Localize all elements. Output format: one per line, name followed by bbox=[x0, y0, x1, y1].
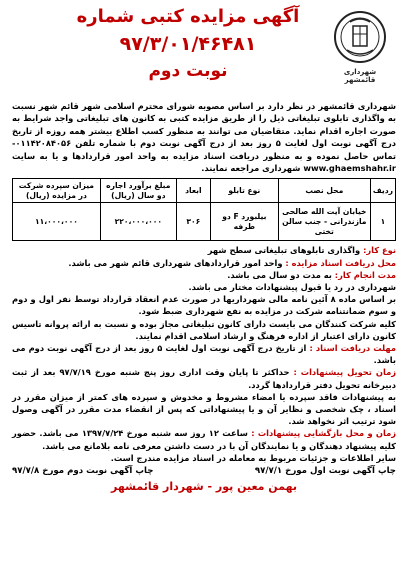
column-header-estimated-rent: مبلغ برآورد اجاره دو سال (ریال) bbox=[100, 179, 176, 203]
auction-table bbox=[12, 178, 396, 241]
column-header-location: محل نصب bbox=[278, 179, 370, 203]
table-row bbox=[13, 203, 396, 241]
cell-location: خیابان آیت الله صالحی مازندرانی - جنب سالن تختی bbox=[278, 203, 370, 241]
intro-paragraph: شهرداری قائمشهر در نظر دارد بر اساس مصوبه شورای محترم اسلامی شهر قائم شهر نسبت به واگذاری تابلوی تبلیغاتی ذیل را از طریق مزایده کتبی به کانون های تبلیغاتی واجد شرایط به صورت اجاره اقدام نماید. متقاضیان می توانند به منظور کسب اطلاع بیشتر همه روزه از تاریخ درج آگهی نوبت اول لغایت ۵ روز بعد از درج آگهی نوبت دوم با شماره تلفن ۰۱۱۴۲۰۸۴۰۵۶- تماس حاصل نموده و به منظور دریافت اسناد مزایده به واحد امور قراردادها و یا به سایت www.ghaemshahr.ir شهرداری مراجعه نمایند. bbox=[12, 101, 396, 174]
invalid-bids-paragraph: به پیشنهادات فاقد سپرده یا امضاء مشروط و مخدوش و سپرده های کمتر از میزان مقرر در اسناد ، چک شخصی و نظایر آن و یا پیشنهاداتی که پس از انقضاء مدت مقرر در آگهی وصول شود ترتیب اثر نخواهد شد. bbox=[12, 391, 396, 427]
work-type-line bbox=[12, 244, 396, 256]
term-text: به مدت دو سال می باشد. bbox=[227, 269, 332, 280]
logo-caption: شهرداری قائمشهر bbox=[343, 68, 377, 84]
cell-row-number: ۱ bbox=[370, 203, 395, 241]
publication-dates bbox=[12, 465, 396, 477]
work-type-label: نوع کار: bbox=[363, 245, 396, 256]
opening-line bbox=[12, 427, 396, 451]
terms-section bbox=[12, 244, 396, 464]
opening-label: زمان و محل بازگشایی پیشنهادات : bbox=[251, 428, 397, 439]
notice-round: نوبت دوم bbox=[148, 61, 228, 81]
cell-board-type: بیلبورد F دو طرفه bbox=[210, 203, 278, 241]
column-header-dimensions: ابعاد bbox=[176, 179, 210, 203]
article-8-paragraph: بر اساس ماده ۸ آئین نامه مالی شهرداریها در صورت عدم انعقاد قرارداد توسط نفر اول و دوم و سوم ضمانتنامه شرکت در مزایده به نفع شهرداری ضبط شود. bbox=[12, 294, 396, 317]
delivery-line bbox=[12, 366, 396, 390]
other-info-paragraph: سایر اطلاعات و جزئیات مربوط به معامله در اسناد مزایده مندرج است. bbox=[110, 452, 396, 463]
opening-text: ساعت ۱۲ روز سه شنبه مورخ ۱۳۹۷/۷/۲۴ می باشد. حضور کلیه پیشنهاد دهندگان و یا نمایندگان آن با در دست داشتن معرفی نامه بلامانع می باشد. bbox=[12, 428, 396, 451]
notice-number: ۹۷/۳/۰۱/۴۶۴۸۱ bbox=[119, 33, 257, 55]
column-header-row-number: ردیف bbox=[370, 179, 395, 203]
deadline-text: از تاریخ درج آگهی نوبت اول لغایت ۵ روز بعد از درج آگهی نوبت دوم می باشد. bbox=[12, 343, 396, 366]
doc-location-line bbox=[12, 257, 396, 269]
term-line bbox=[12, 269, 396, 281]
delivery-label: زمان تحویل پیشنهادات : bbox=[293, 367, 397, 378]
cell-dimensions: ۳۰۶ bbox=[176, 203, 210, 241]
doc-location-label: محل دریافت اسناد مزایده : bbox=[285, 257, 396, 268]
mayor-signature: بهمن معین پور - شهردار قائمشهر bbox=[111, 480, 297, 494]
term-label: مدت انجام کار: bbox=[334, 269, 396, 280]
table-header-row bbox=[13, 179, 396, 203]
license-paragraph: کلیه شرکت کنندگان می بایست دارای کانون تبلیغاتی مجاز بوده و نسبت به ارائه پروانه تاسیس کانون دارای اعتبار از اداره فرهنگ و ارشاد اسلامی اقدام نمایند. bbox=[12, 318, 396, 341]
deadline-label: مهلت دریافت اسناد : bbox=[309, 343, 396, 354]
doc-location-text: واحد امور قراردادهای شهرداری قائم شهر می باشد. bbox=[68, 257, 283, 268]
emblem-icon bbox=[333, 10, 387, 66]
deadline-line bbox=[12, 342, 396, 366]
column-header-board-type: نوع تابلو bbox=[210, 179, 278, 203]
municipality-logo bbox=[328, 10, 392, 84]
title-block bbox=[52, 4, 324, 84]
work-type-text: واگذاری تابلوهای تبلیغاتی سطح شهر bbox=[207, 245, 361, 256]
second-publication: چاپ آگهی نوبت دوم مورخ ۹۷/۷/۸ bbox=[12, 466, 154, 477]
notice-header bbox=[12, 4, 396, 98]
first-publication: چاپ آگهی نوبت اول مورخ ۹۷/۷/۱ bbox=[254, 466, 396, 477]
reject-accept-paragraph: شهرداری در رد یا قبول پیشنهادات مختار می باشد. bbox=[188, 282, 396, 293]
notice-title: آگهی مزایده کتبی شماره bbox=[76, 6, 300, 27]
cell-estimated-rent: ۲۲۰،۰۰۰،۰۰۰ bbox=[100, 203, 176, 241]
delivery-text: حداکثر تا پایان وقت اداری روز پنج شنبه مورخ ۹۷/۷/۱۹ بعد از ثبت دبیرخانه تحویل دفتر قراردادها گردد. bbox=[12, 367, 396, 390]
cell-deposit: ۱۱،۰۰۰،۰۰۰ bbox=[13, 203, 101, 241]
column-header-deposit: میزان سپرده شرکت در مزایده (ریال) bbox=[13, 179, 101, 203]
